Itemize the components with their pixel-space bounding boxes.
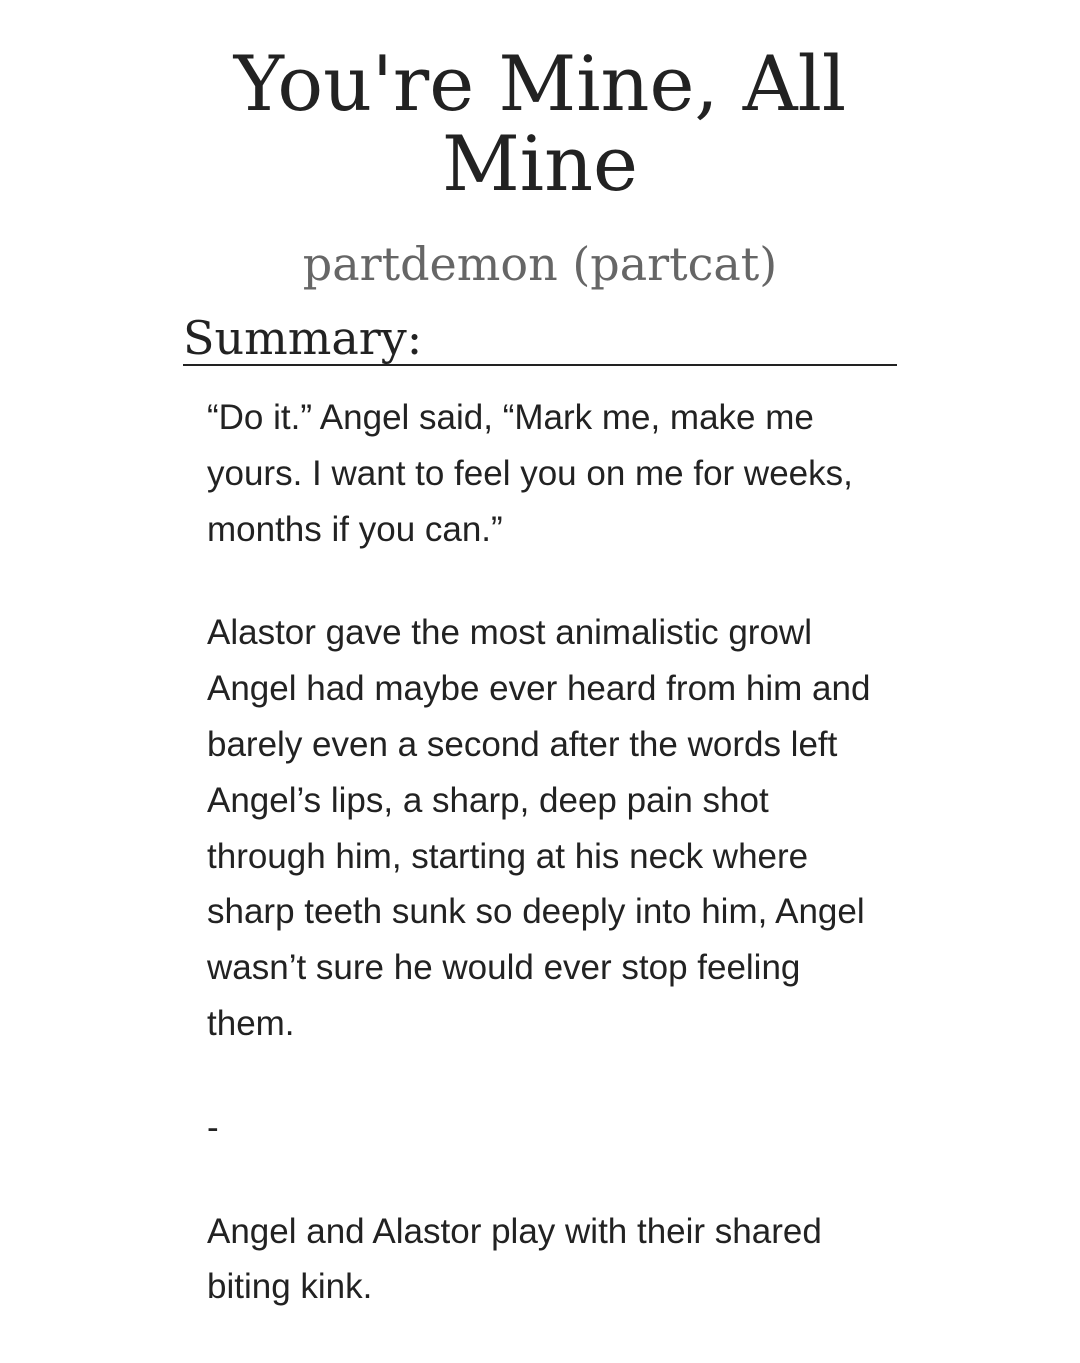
work-title: You're Mine, All Mine [233,39,847,208]
summary-paragraph: Alastor gave the most animalistic growl Angel had maybe ever heard from him and barely even a second after the words left Angel’s lips, a sharp, deep pain shot through him, starting at his neck where sharp teeth sunk so deeply into him, Angel wasn’t sure he would ever stop feeling them. [207,613,871,1043]
summary-paragraph: Angel and Alastor play with their shared biting kink. [207,1211,822,1307]
summary-paragraph: “Do it.” Angel said, “Mark me, make me yours. I want to feel you on me for weeks, months if you can.” [207,398,853,549]
summary-separator: - [207,1107,219,1147]
summary-heading: Summary: [183,310,897,366]
author-link[interactable]: partdemon (partcat) [302,237,778,291]
summary-body [207,390,877,1363]
